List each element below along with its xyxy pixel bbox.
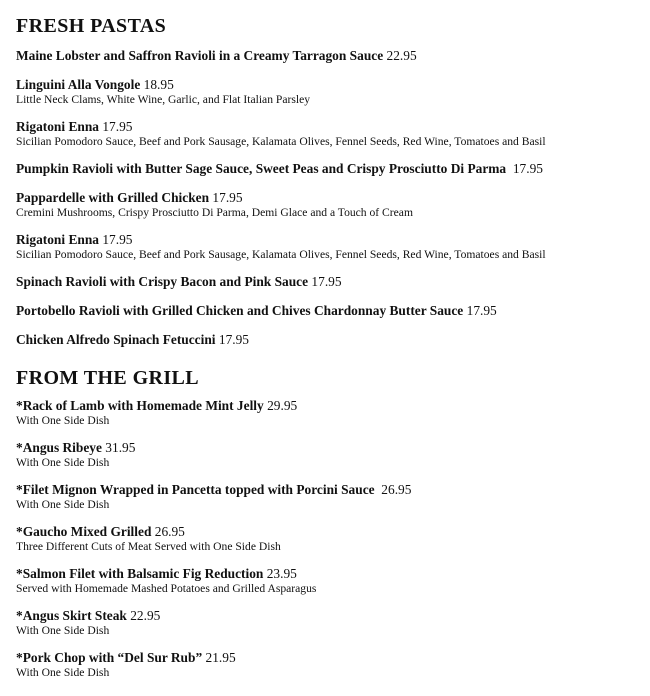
section-title-fresh-pastas: FRESH PASTAS <box>16 15 167 37</box>
menu-item <box>16 482 642 512</box>
item-description: Sicilian Pomodoro Sauce, Beef and Pork Sausage, Kalamata Olives, Fennel Seeds, Red Wine, Tomatoes and Basil <box>16 248 546 261</box>
menu-item <box>16 48 642 64</box>
item-price: 17.95 <box>311 274 342 289</box>
item-price: 21.95 <box>205 650 236 665</box>
item-description: With One Side Dish <box>16 498 110 511</box>
item-description: With One Side Dish <box>16 414 110 427</box>
menu-item <box>16 161 642 177</box>
item-price: 17.95 <box>512 161 543 176</box>
item-description: Three Different Cuts of Meat Served with One Side Dish <box>16 540 281 553</box>
item-name: *Filet Mignon Wrapped in Pancetta topped with Porcini Sauce <box>16 482 375 497</box>
menu-item <box>16 232 642 262</box>
item-name: *Pork Chop with “Del Sur Rub” <box>16 650 203 665</box>
item-price: 31.95 <box>105 440 136 455</box>
item-name: Portobello Ravioli with Grilled Chicken and Chives Chardonnay Butter Sauce <box>16 303 464 318</box>
item-name: Rigatoni Enna <box>16 232 99 247</box>
menu-page <box>16 0 642 692</box>
item-price: 17.95 <box>212 190 243 205</box>
item-price: 17.95 <box>102 232 133 247</box>
item-price: 26.95 <box>381 482 412 497</box>
menu-item <box>16 77 642 107</box>
item-price: 29.95 <box>267 398 298 413</box>
item-name: Maine Lobster and Saffron Ravioli in a Creamy Tarragon Sauce <box>16 48 384 63</box>
menu-item <box>16 190 642 220</box>
from-the-grill-list <box>16 398 642 680</box>
item-price: 23.95 <box>266 566 297 581</box>
menu-item <box>16 524 642 554</box>
item-description: Little Neck Clams, White Wine, Garlic, and Flat Italian Parsley <box>16 93 311 106</box>
menu-item <box>16 303 642 319</box>
menu-item <box>16 398 642 428</box>
menu-item <box>16 274 642 290</box>
section-title-from-the-grill: FROM THE GRILL <box>16 367 200 389</box>
item-name: Rigatoni Enna <box>16 119 99 134</box>
item-price: 26.95 <box>154 524 185 539</box>
item-name: Linguini Alla Vongole <box>16 77 141 92</box>
menu-item <box>16 119 642 149</box>
item-name: *Salmon Filet with Balsamic Fig Reduction <box>16 566 264 581</box>
item-name: *Angus Ribeye <box>16 440 102 455</box>
item-price: 17.95 <box>102 119 133 134</box>
menu-item <box>16 332 642 348</box>
item-name: Pappardelle with Grilled Chicken <box>16 190 210 205</box>
item-name: Pumpkin Ravioli with Butter Sage Sauce, Sweet Peas and Crispy Prosciutto Di Parma <box>16 161 507 176</box>
item-price: 22.95 <box>130 608 161 623</box>
menu-item <box>16 566 642 596</box>
item-description: With One Side Dish <box>16 624 110 637</box>
menu-item <box>16 440 642 470</box>
item-name: *Rack of Lamb with Homemade Mint Jelly <box>16 398 264 413</box>
item-description: With One Side Dish <box>16 456 110 469</box>
item-description: With One Side Dish <box>16 666 110 679</box>
menu-item <box>16 608 642 638</box>
item-description: Cremini Mushrooms, Crispy Prosciutto Di Parma, Demi Glace and a Touch of Cream <box>16 206 413 219</box>
item-name: Spinach Ravioli with Crispy Bacon and Pink Sauce <box>16 274 309 289</box>
item-price: 18.95 <box>143 77 174 92</box>
item-price: 17.95 <box>218 332 250 347</box>
item-name: Chicken Alfredo Spinach Fetuccini <box>16 332 216 347</box>
fresh-pastas-list <box>16 48 642 348</box>
item-description: Sicilian Pomodoro Sauce, Beef and Pork Sausage, Kalamata Olives, Fennel Seeds, Red Wine, Tomatoes and Basil <box>16 135 546 148</box>
item-description: Served with Homemade Mashed Potatoes and Grilled Asparagus <box>16 582 317 595</box>
item-name: *Angus Skirt Steak <box>16 608 127 623</box>
item-name: *Gaucho Mixed Grilled <box>16 524 152 539</box>
menu-item <box>16 650 642 680</box>
item-price: 22.95 <box>386 48 417 63</box>
item-price: 17.95 <box>466 303 497 318</box>
